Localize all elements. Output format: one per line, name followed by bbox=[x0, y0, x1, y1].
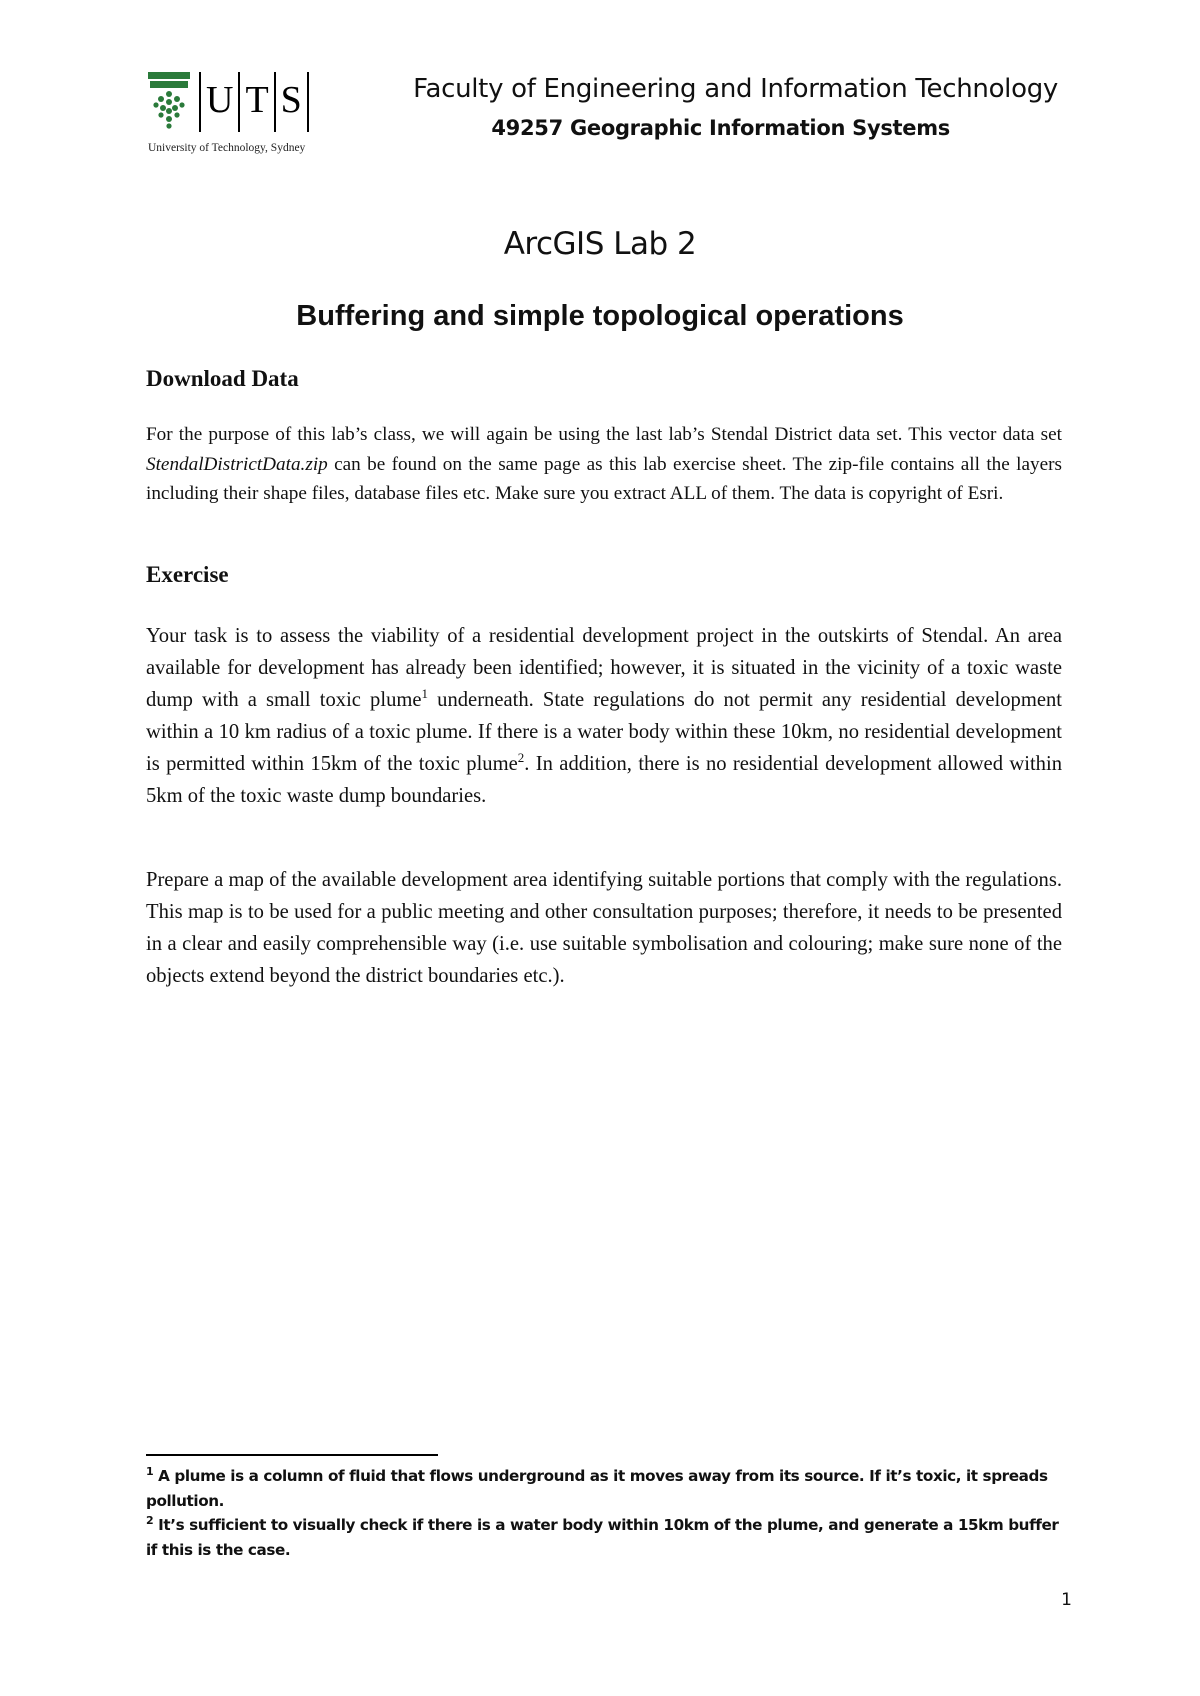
footnote-ref-2[interactable]: 2 bbox=[517, 750, 525, 766]
exercise-text-part2: underneath. State regulations do not permit any residential development within a 10 km radius of a toxic plume. If there is a water body within these 10km, no residential development is permitted within 15km of the toxic plume bbox=[146, 689, 1062, 775]
exercise-text-part1: Your task is to assess the viability of a residential development project in the outskirts of Stendal. An area available for development has already been identified; however, it is situated in the vicinity of a toxic waste dump with a small toxic plume bbox=[146, 625, 1062, 711]
download-data-paragraph bbox=[146, 420, 1062, 509]
exercise-heading: Exercise bbox=[146, 562, 229, 587]
footnote-text: It’s sufficient to visually check if there is a water body within 10km of the plume, and generate a 15km buffer if this is the case. bbox=[146, 1516, 1059, 1559]
uts-wordmark bbox=[194, 72, 314, 132]
download-data-heading: Download Data bbox=[146, 366, 299, 391]
footnote-separator bbox=[146, 1454, 438, 1456]
logo-letter-s: S bbox=[280, 79, 302, 121]
download-text-after: can be found on the same page as this lab exercise sheet. The zip-file contains all the layers including their shape files, database files etc. Make sure you extract ALL of them. The data is copyright of Esri. bbox=[146, 453, 1062, 504]
logo-caption: University of Technology, Sydney bbox=[148, 142, 306, 154]
logo-letter-u: U bbox=[206, 79, 234, 121]
uts-logo bbox=[148, 72, 318, 164]
footnote-number: 2 bbox=[146, 1513, 154, 1527]
exercise-paragraph-2: Prepare a map of the available development area identifying suitable portions that comply with the regulations. This map is to be used for a public meeting and other consultation purposes; therefore, it needs to be presented in a clear and easily comprehensible way (i.e. use suitable symbolisation and colouring; make sure none of the objects extend beyond the district boundaries etc.). bbox=[146, 869, 1062, 987]
footnote-2 bbox=[146, 1513, 1062, 1562]
subject-heading: 49257 Geographic Information Systems bbox=[491, 116, 950, 140]
logo-letter-t: T bbox=[245, 79, 269, 121]
footnote-1 bbox=[146, 1464, 1062, 1513]
footnote-number: 1 bbox=[146, 1464, 154, 1478]
download-text-before: For the purpose of this lab’s class, we will again be using the last lab’s Stendal District data set. This vector data set bbox=[146, 424, 1062, 445]
document-subtitle: Buffering and simple topological operations bbox=[296, 300, 904, 332]
footnote-ref-1[interactable]: 1 bbox=[421, 686, 429, 702]
exercise-text-part3: . In addition, there is no residential development allowed within 5km of the toxic waste dump boundaries. bbox=[146, 753, 1062, 807]
exercise-paragraph-1 bbox=[146, 620, 1062, 812]
faculty-heading: Faculty of Engineering and Information Technology bbox=[413, 74, 1058, 104]
data-file-name: StendalDistrictData.zip bbox=[146, 453, 328, 475]
page-number: 1 bbox=[1061, 1590, 1072, 1610]
footnotes bbox=[146, 1464, 1062, 1562]
footnote-text: A plume is a column of fluid that flows underground as it moves away from its source. If it’s toxic, it spreads pollution. bbox=[146, 1467, 1048, 1510]
uts-crest-icon bbox=[148, 72, 190, 130]
document-title: ArcGIS Lab 2 bbox=[503, 226, 697, 262]
